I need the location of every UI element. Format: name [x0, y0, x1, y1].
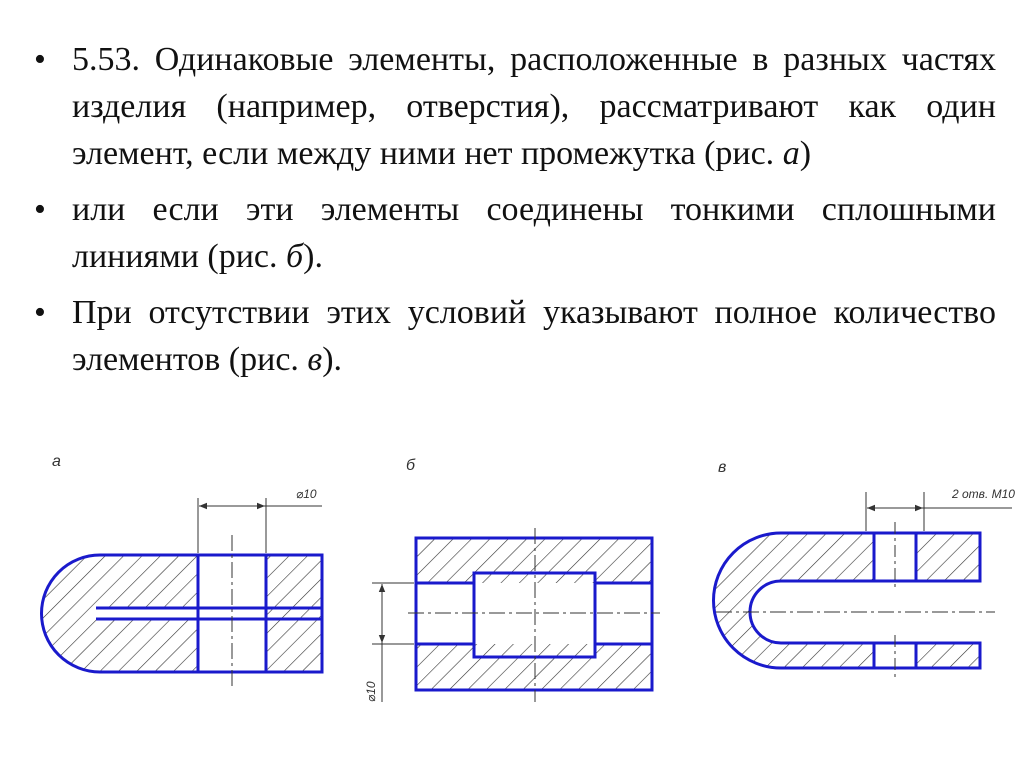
figure-a-dimension: ⌀10 [296, 487, 317, 501]
bullet-item [34, 36, 996, 177]
bullet-list [34, 36, 996, 392]
figure-b-label: б [406, 457, 415, 474]
figure-b [364, 457, 660, 702]
bullet-marker: • [34, 41, 46, 78]
bullet-text: 5.53. Одинаковые элементы, расположенные в разных частях изделия (например, отверстия), рассматривают как один элемент, если между ними нет промежутка (рис. [72, 41, 996, 172]
figure-ref: а [782, 135, 800, 172]
figure-b-dimension: ⌀10 [364, 681, 378, 702]
technical-drawings [0, 440, 1024, 760]
figure-ref: б [286, 238, 304, 275]
figure-c-dimension: 2 отв. М10 [952, 487, 1015, 501]
bullet-item [34, 186, 996, 280]
bullet-tail: ). [303, 238, 323, 275]
bullet-text: или если эти элементы соединены тонкими сплошными линиями (рис. [72, 191, 996, 275]
bullet-item [34, 289, 996, 383]
bullet-tail: ) [799, 135, 812, 172]
figure-c [713, 459, 1015, 680]
bullet-tail: ). [322, 341, 343, 378]
figure-a-label: а [52, 453, 61, 470]
figure-a-slot [96, 608, 198, 619]
bullet-marker: • [34, 191, 46, 228]
figure-ref: в [307, 341, 323, 378]
figure-c-label: в [718, 459, 727, 476]
figure-a [42, 453, 323, 690]
bullet-text: При отсутствии этих условий указывают полное количество элементов (рис. [72, 294, 996, 378]
bullet-marker: • [34, 294, 46, 331]
